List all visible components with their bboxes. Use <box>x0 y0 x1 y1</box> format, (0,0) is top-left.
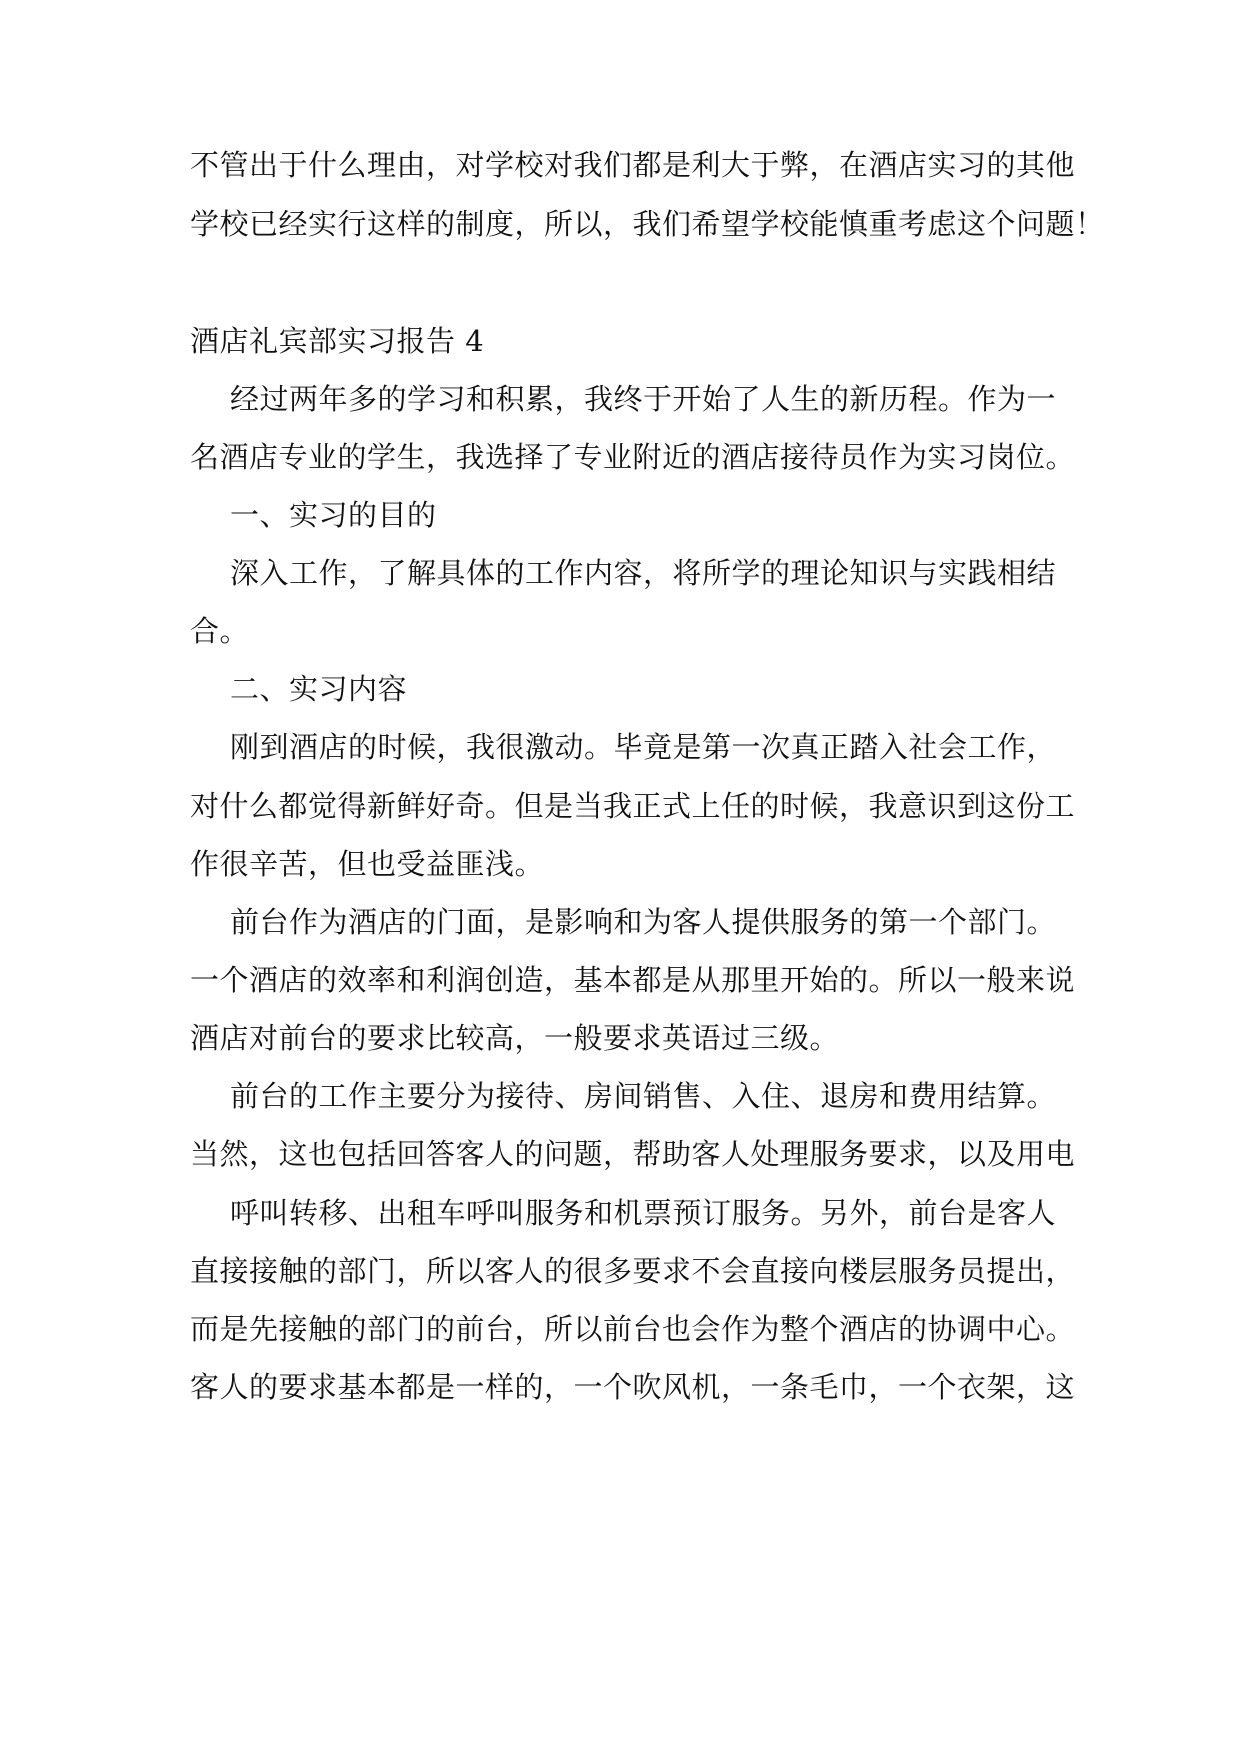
body-text-line: 当然，这也包括回答客人的问题，帮助客人处理服务要求，以及用电 <box>190 1137 1076 1171</box>
body-text-line: 前台的工作主要分为接待、房间销售、入住、退房和费用结算。 <box>230 1079 1057 1113</box>
body-text-line: 不管出于什么理由，对学校对我们都是利大于弊，在酒店实习的其他 <box>190 148 1076 182</box>
body-text-line: 直接接触的部门，所以客人的很多要求不会直接向楼层服务员提出， <box>190 1254 1076 1288</box>
body-text-line: 合。 <box>190 614 250 648</box>
body-text-line: 客人的要求基本都是一样的，一个吹风机，一条毛巾，一个衣架，这 <box>190 1370 1076 1404</box>
body-text-line: 经过两年多的学习和积累，我终于开始了人生的新历程。作为一 <box>230 382 1057 416</box>
body-text-line: 前台作为酒店的门面，是影响和为客人提供服务的第一个部门。 <box>230 905 1057 939</box>
body-text-line: 呼叫转移、出租车呼叫服务和机票预订服务。另外，前台是客人 <box>230 1196 1057 1230</box>
body-text-line: 对什么都觉得新鲜好奇。但是当我正式上任的时候，我意识到这份工 <box>190 789 1076 823</box>
section-heading: 酒店礼宾部实习报告 4 <box>190 324 485 358</box>
body-text-line: 深入工作，了解具体的工作内容，将所学的理论知识与实践相结 <box>230 556 1057 590</box>
body-text-line: 酒店对前台的要求比较高，一般要求英语过三级。 <box>190 1021 840 1055</box>
body-text-line: 学校已经实行这样的制度，所以，我们希望学校能慎重考虑这个问题！ <box>190 207 1105 241</box>
body-text-line: 作很辛苦，但也受益匪浅。 <box>190 847 545 881</box>
body-text-line: 名酒店专业的学生，我选择了专业附近的酒店接待员作为实习岗位。 <box>190 440 1076 474</box>
subheading: 二、实习内容 <box>230 672 408 706</box>
body-text-line: 刚到酒店的时候，我很激动。毕竟是第一次真正踏入社会工作， <box>230 730 1057 764</box>
body-text-line: 一个酒店的效率和利润创造，基本都是从那里开始的。所以一般来说 <box>190 963 1076 997</box>
body-text-line: 而是先接触的部门的前台，所以前台也会作为整个酒店的协调中心。 <box>190 1312 1076 1346</box>
subheading: 一、实习的目的 <box>230 498 437 532</box>
